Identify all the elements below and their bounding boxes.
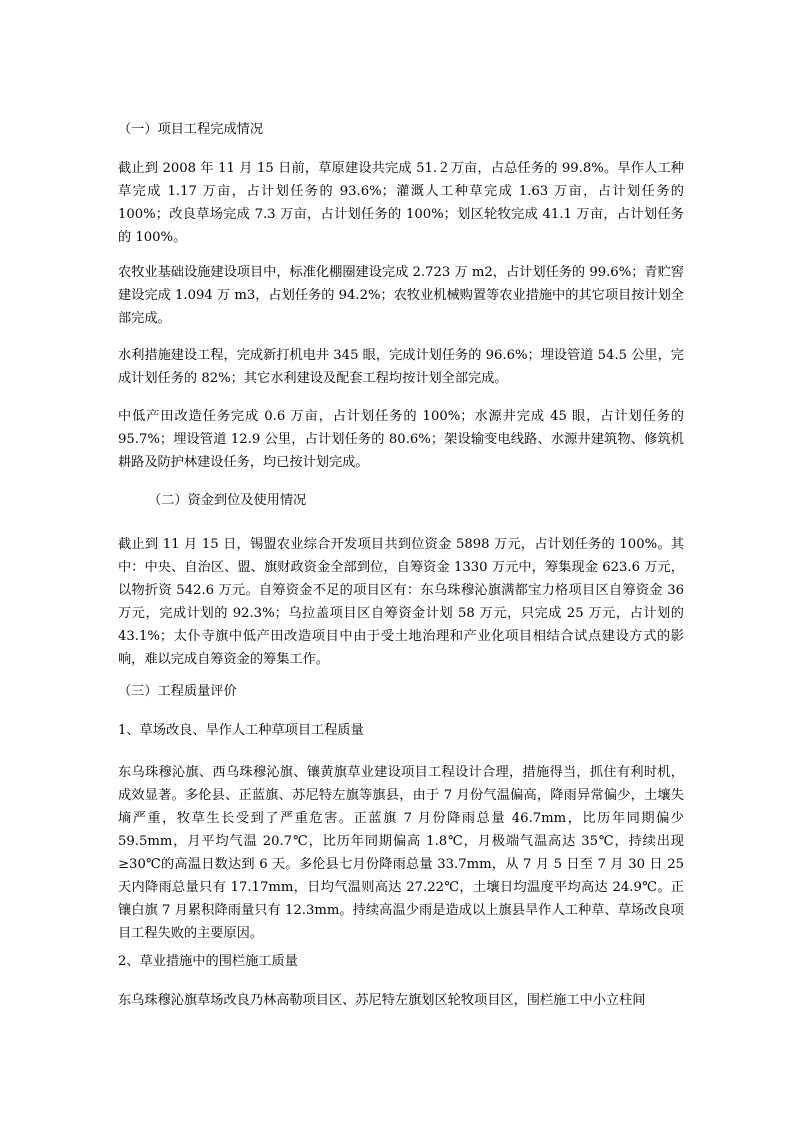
section-heading-1: （一）项目工程完成情况 [118,122,264,137]
paragraph: 东乌珠穆沁旗、西乌珠穆沁旗、镶黄旗草业建设项目工程设计合理，措施得当，抓住有利时机，成效显著。多伦县、正蓝旗、苏尼特左旗等旗县，由于 7 月份气温偏高，降雨异常偏少，土壤失墒严重，牧草生长受到了严重危害。正蓝旗 7 月份降雨总量 46.7mm，比历年同期偏少 59.5mm，月平均气温 20.7℃，比历年同期偏高 1.8℃，月极端气温高达 35℃，持续出现≥30℃的高温日数达到 6 天。多伦县七月份降雨总量 33.7mm，从 7 月 5 日至 7 月 30 日 25 天内降雨总量只有 17.17mm，日均气温则高达 27.22℃，土壤日均温度平均高达 24.9℃。正镶白旗 7 月累积降雨量只有 12.3mm。持续高温少雨是造成以上旗县旱作人工种草、草场改良项目工程失败的主要原因。 [118,765,684,941]
subsection-heading: 2、草业措施中的围栏施工质量 [118,954,298,969]
paragraph: 截止到 11 月 15 日，锡盟农业综合开发项目共到位资金 5898 万元，占计划任务的 100%。其中：中央、自治区、盟、旗财政资金全部到位，自筹资金 1330 万元中，筹集现金 623.6 万元，以物折资 542.6 万元。自筹资金不足的项目区有：东乌珠穆沁旗满都宝力格项目区自筹资金 36 万元，完成计划的 92.3%；乌拉盖项目区自筹资金计划 58 万元，只完成 25 万元，占计划的 43.1%；太仆寺旗中低产田改造项目中由于受土地治理和产业化项目相结合试点建设方式的影响，难以完成自筹资金的筹集工作。 [118,537,684,667]
section-heading-3: （三）工程质量评价 [118,684,237,699]
section-heading-2: （二）资金到位及使用情况 [148,493,307,508]
subsection-heading: 1、草场改良、旱作人工种草项目工程质量 [118,723,364,738]
paragraph: 中低产田改造任务完成 0.6 万亩，占计划任务的 100%；水源井完成 45 眼，占计划任务的 95.7%；埋设管道 12.9 公里，占计划任务的 80.6%；架设输变电线路、水源井建筑物、修筑机耕路及防护林建设任务，均已按计划完成。 [118,409,684,470]
paragraph: 东乌珠穆沁旗草场改良乃林高勒项目区、苏尼特左旗划区轮牧项目区，围栏施工中小立柱间 [118,993,646,1008]
paragraph: 农牧业基础设施建设项目中，标准化棚圈建设完成 2.723 万 m2，占计划任务的 99.6%；青贮窖建设完成 1.094 万 m3，占划任务的 94.2%；农牧业机械购置等农业措施中的其它项目按计划全部完成。 [118,265,684,326]
paragraph: 水利措施建设工程，完成新打机电井 345 眼，完成计划任务的 96.6%；埋设管道 54.5 公里，完成计划任务的 82%；其它水利建设及配套工程均按计划全部完成。 [118,348,684,386]
paragraph: 截止到 2008 年 11 月 15 日前，草原建设共完成 51.２万亩，占总任务的 99.8%。旱作人工种草完成 1.17 万亩，占计划任务的 93.6%；灌溉人工种草完成 1.63 万亩，占计划任务的 100%；改良草场完成 7.3 万亩，占计划任务的 100%；划区轮牧完成 41.1 万亩，占计划任务的 100%。 [118,161,684,245]
